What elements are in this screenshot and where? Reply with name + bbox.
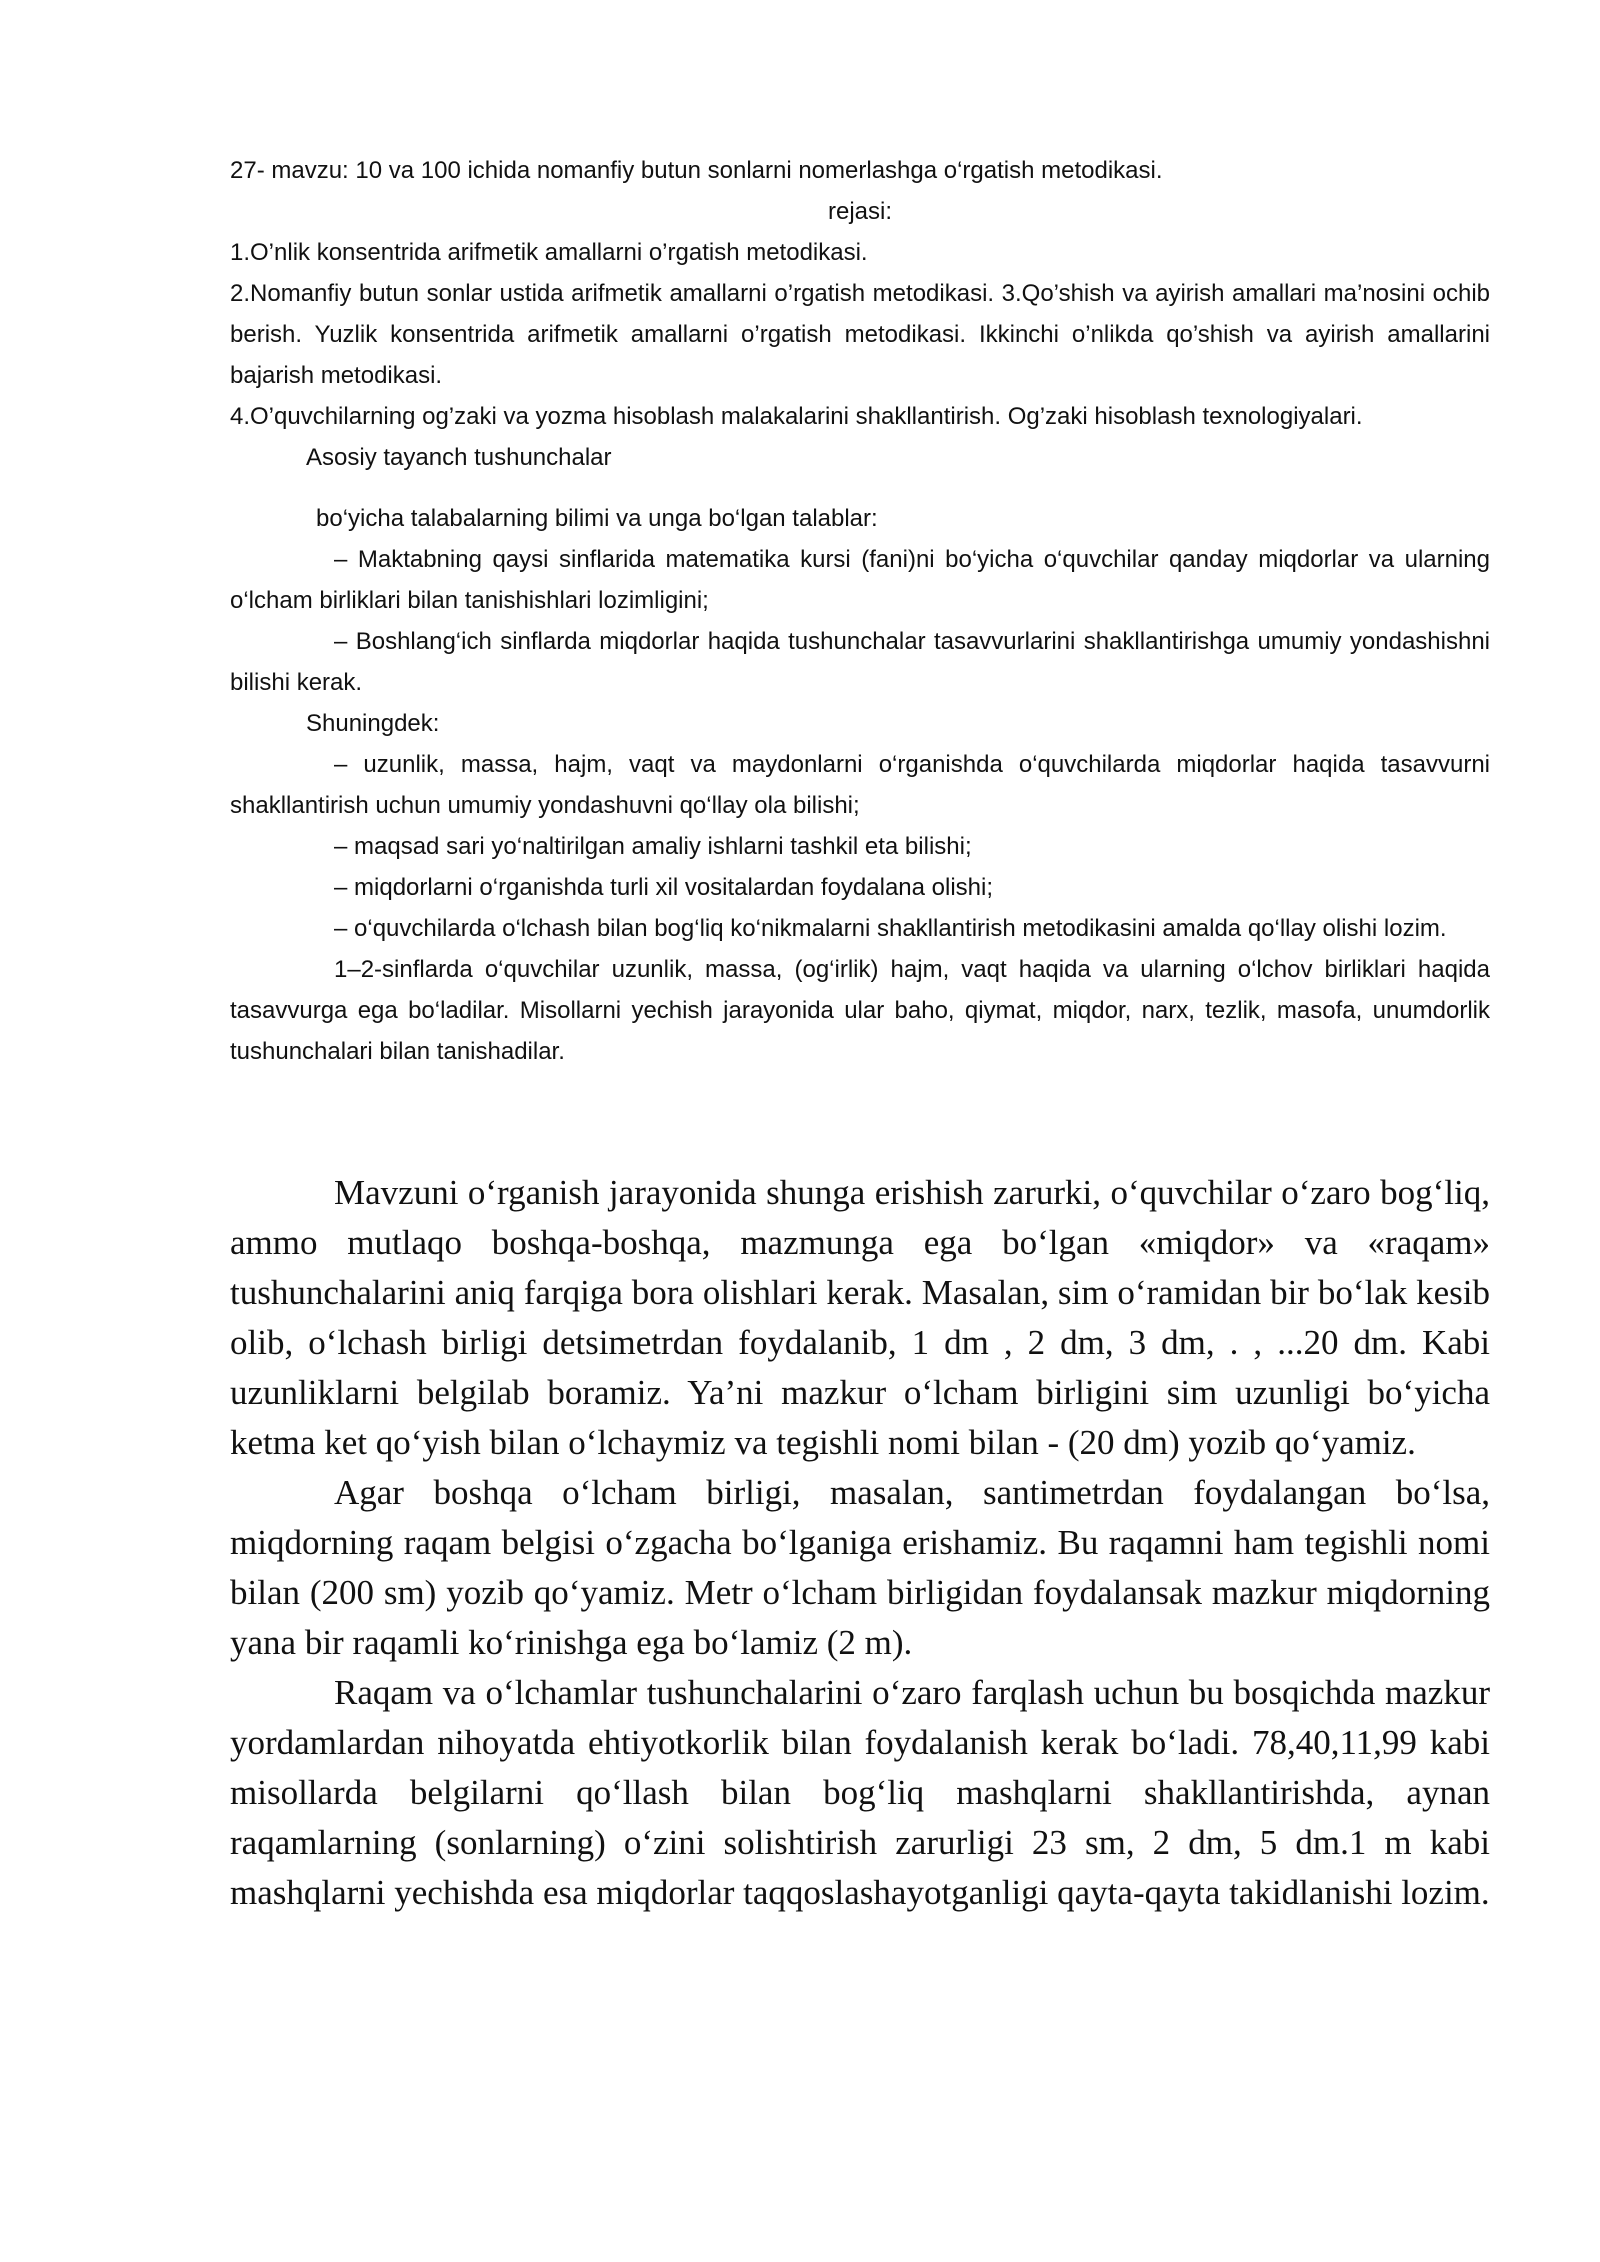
- body-paragraph-2: Agar boshqa o‘lcham birligi, masalan, santimetrdan foydalangan bo‘lsa, miqdorning raqam belgisi o‘zgacha bo‘lganiga erishamiz. Bu raqamni ham tegishli nomi bilan (200 sm) yozib qo‘yamiz. Metr o‘lcham birligidan foydalansak mazkur miqdorning yana bir raqamli ko‘rinishga ega bo‘lamiz (2 m).: [230, 1473, 1490, 1662]
- requirement-item-1: – Maktabning qaysi sinflarida matematika kursi (fani)ni bo‘yicha o‘quvchilar qanday miqdorlar va ularning o‘lcham birliklari bilan tanishishlari lozimligini;: [230, 546, 1490, 614]
- also-item-3: – miqdorlarni o‘rganishda turli xil vositalardan foydalana olishi;: [334, 874, 994, 901]
- requirements-heading: bo‘yicha talabalarning bilimi va unga bo‘lgan talablar:: [316, 505, 878, 532]
- document-section-small: [230, 150, 1490, 1072]
- also-item-2: – maqsad sari yo‘naltirilgan amaliy ishlarni tashkil eta bilishi;: [334, 833, 972, 860]
- plan-item-1: 1.O’nlik konsentrida arifmetik amallarni o’rgatish metodikasi.: [230, 239, 868, 266]
- also-label: Shuningdek:: [306, 710, 440, 737]
- plan-label: rejasi:: [827, 198, 893, 225]
- plan-item-3: 4.O’quvchilarning og’zaki va yozma hisoblash malakalarini shakllantirish. Og’zaki hisoblash texnologiyalari.: [230, 403, 1363, 430]
- requirement-item-2: – Boshlang‘ich sinflarda miqdorlar haqida tushunchalar tasavvurlarini shakllantirishga umumiy yondashishni bilishi kerak.: [230, 628, 1490, 696]
- document-title: 27- mavzu: 10 va 100 ichida nomanfiy butun sonlarni nomerlashga o‘rgatish metodikasi.: [230, 157, 1163, 184]
- body-paragraph-1: Mavzuni o‘rganish jarayonida shunga erishish zarurki, o‘quvchilar o‘zaro bog‘liq, ammo mutlaqo boshqa-boshqa, mazmunga ega bo‘lgan «miqdor» va «raqam» tushunchalarini aniq farqiga bora olishlari kerak. Masalan, sim o‘ramidan bir bo‘lak kesib olib, o‘lchash birligi detsimetrdan foydalanib, 1 dm , 2 dm, 3 dm, . , ...20 dm. Kabi uzunliklarni belgilab boramiz. Ya’ni mazkur o‘lcham birligini sim uzunligi bo‘yicha ketma ket qo‘yish bilan o‘lchaymiz va tegishli nomi bilan - (20 dm) yozib qo‘yamiz.: [230, 1173, 1490, 1462]
- intro-paragraph: 1–2-sinflarda o‘quvchilar uzunlik, massa, (og‘irlik) hajm, vaqt haqida va ularning o‘lchov birliklari haqida tasavvurga ega bo‘ladilar. Misollarni yechish jarayonida ular baho, qiymat, miqdor, narx, tezlik, masofa, unumdorlik tushunchalari bilan tanishadilar.: [230, 956, 1490, 1065]
- also-item-4: – o‘quvchilarda o‘lchash bilan bog‘liq ko‘nikmalarni shakllantirish metodikasini amalda qo‘llay olishi lozim.: [334, 915, 1447, 942]
- document-section-large: [230, 1168, 1490, 1918]
- plan-item-2: 2.Nomanfiy butun sonlar ustida arifmetik amallarni o’rgatish metodikasi. 3.Qo’shish va ayirish amallari ma’nosini ochib berish. Yuzlik konsentrida arifmetik amallarni o’rgatish metodikasi. Ikkinchi o’nlikda qo’shish va ayirish amallarini bajarish metodikasi.: [230, 280, 1490, 389]
- also-item-1: – uzunlik, massa, hajm, vaqt va maydonlarni o‘rganishda o‘quvchilarda miqdorlar haqida tasavvurni shakllantirish uchun umumiy yondashuvni qo‘llay ola bilishi;: [230, 751, 1490, 819]
- basics-heading: Asosiy tayanch tushunchalar: [306, 444, 612, 471]
- spacer: [230, 478, 1490, 498]
- body-paragraph-3: Raqam va o‘lchamlar tushunchalarini o‘zaro farqlash uchun bu bosqichda mazkur yordamlardan nihoyatda ehtiyotkorlik bilan foydalanish kerak bo‘ladi. 78,40,11,99 kabi misollarda belgilarni qo‘llash bilan bog‘liq mashqlarni shakllantirishda, aynan raqamlarning (sonlarning) o‘zini solishtirish zarurligi 23 sm, 2 dm, 5 dm.1 m kabi mashqlarni yechishda esa miqdorlar taqqoslashayotganligi qayta-qayta takidlanishi lozim.: [230, 1673, 1490, 1912]
